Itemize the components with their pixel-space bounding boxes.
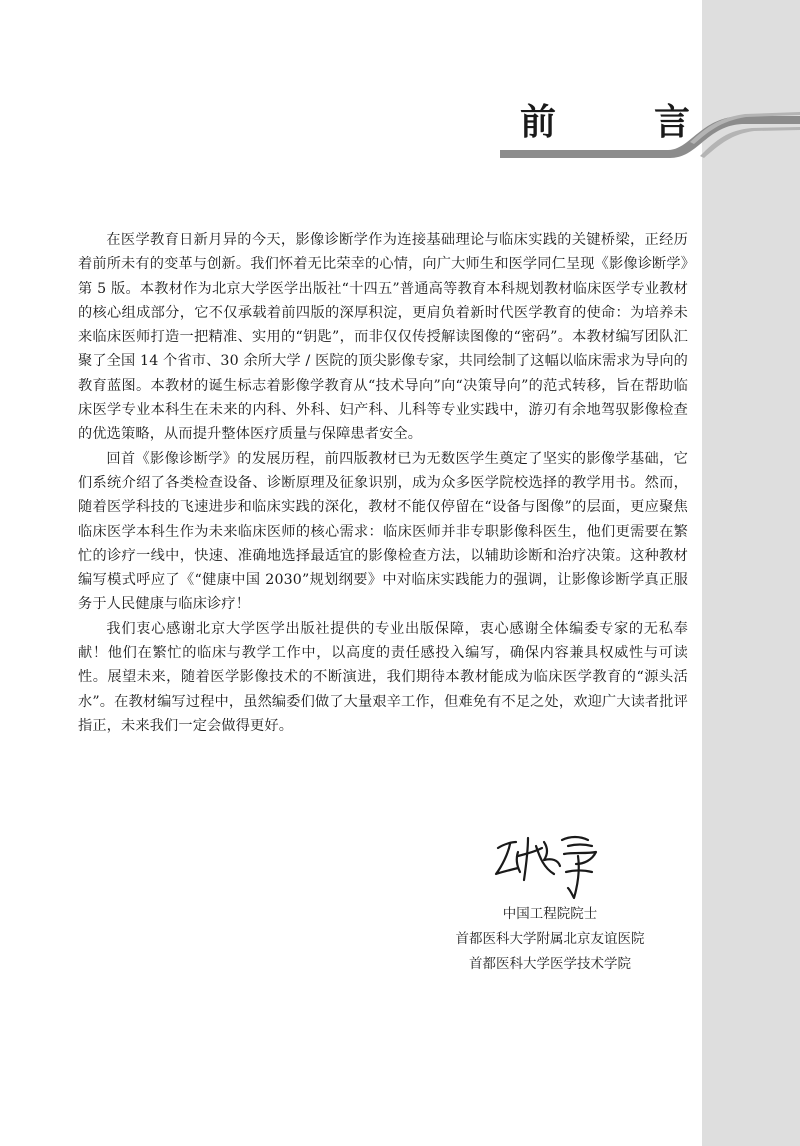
preface-body <box>78 228 688 738</box>
paragraph-1: 在医学教育日新月异的今天，影像诊断学作为连接基础理论与临床实践的关键桥梁，正经历着前所未有的变革与创新。我们怀着无比荣幸的心情，向广大师生和医学同仁呈现《影像诊断学》第 5 版。本教材作为北京大学医学出版社“十四五”普通高等教育本科规划教材临床医学专业教材的核心组成部分，它不仅承载着前四版的深厚积淀，更肩负着新时代医学教育的使命：为培养未来临床医师打造一把精准、实用的“钥匙”，而非仅仅传授解读图像的“密码”。本教材编写团队汇聚了全国 14 个省市、30 余所大学 / 医院的顶尖影像专家，共同绘制了这幅以临床需求为导向的教育蓝图。本教材的诞生标志着影像学教育从“技术导向”向“决策导向”的范式转移，旨在帮助临床医学专业本科生在未来的内科、外科、妇产科、儿科等专业实践中，游刃有余地驾驭影像检查的优选策略，从而提升整体医疗质量与保障患者安全。 <box>78 232 688 443</box>
handwritten-signature <box>488 828 608 908</box>
paragraph-3: 我们衷心感谢北京大学医学出版社提供的专业出版保障，衷心感谢全体编委专家的无私奉献！他们在繁忙的临床与教学工作中，以高度的责任感投入编写，确保内容兼具权威性与可读性。展望未来，随着医学影像技术的不断演进，我们期待本教材能成为临床医学教育的“源头活水”。在教材编写过程中，虽然编委们做了大量艰辛工作，但难免有不足之处，欢迎广大读者批评指正，未来我们一定会做得更好。 <box>78 620 688 734</box>
affiliation-line-1: 中国工程院院士 <box>502 906 598 922</box>
affiliation-line-3: 首都医科大学医学技术学院 <box>469 956 631 972</box>
page-title-char-2: 言 <box>653 101 690 143</box>
paragraph-2: 回首《影像诊断学》的发展历程，前四版教材已为无数医学生奠定了坚实的影像学基础，它们系统介绍了各类检查设备、诊断原理及征象识别，成为众多医学院校选择的教学用书。然而，随着医学科技的飞速进步和临床实践的深化，教材不能仅停留在“设备与图像”的层面，更应聚焦临床医学本科生作为未来临床医师的核心需求：临床医师并非专职影像科医生，他们更需要在繁忙的诊疗一线中，快速、准确地选择最适宜的影像检查方法，以辅助诊断和治疗决策。这种教材编写模式呼应了《“健康中国 2030”规划纲要》中对临床实践能力的强调，让影像诊断学真正服务于人民健康与临床诊疗！ <box>78 450 688 613</box>
page-title <box>520 94 690 144</box>
affiliation-line-2: 首都医科大学附属北京友谊医院 <box>455 931 645 947</box>
page-title-char-1: 前 <box>520 101 557 143</box>
author-affiliations <box>440 902 660 977</box>
